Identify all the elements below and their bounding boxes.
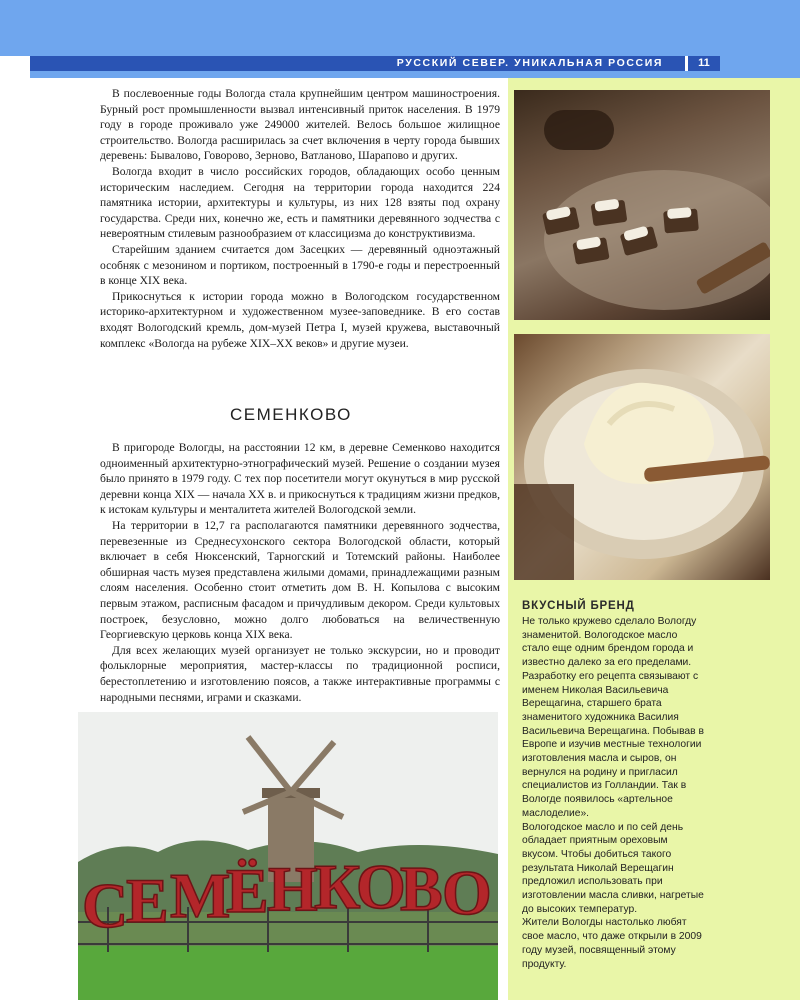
paragraph: Прикоснуться к истории города можно в Вологодском государственном историко-архитектурном и художественном музее-заповеднике. В его состав входят Вологодский кремль, дом-музей Петра I, музей кружева, выставочный комплекс «Вологда на рубеже XIX–XX веков» и другие музеи.	[100, 289, 500, 350]
sidebar-paragraph: Разработку его рецепта связывают с именем Николая Васильевича Верещагина, старшего брата знаменитого художника Василия Васильевича Верещагина. Побывав в Европе и изучив местные технологии изготовления масла и сыров, он вернулся на родину и пригласил специалистов из Голландии. Так в Вологде появилось «артельное маслоделие».	[522, 670, 704, 819]
butter-bowl-photo	[514, 334, 770, 580]
sign-letter: О	[356, 851, 406, 922]
sidebar-paragraph: Не только кружево сделало Вологду знаменитой. Вологодское масло стало еще одним брендом города и известно далеко за его пределами.	[522, 616, 697, 669]
main-text-bottom	[100, 440, 500, 705]
sidebar-title: ВКУСНЫЙ БРЕНД	[522, 600, 635, 612]
sign-letter: М	[170, 860, 231, 931]
paragraph: В пригороде Вологды, на расстоянии 12 км, в деревне Семенково находится одноименный архитектурно-этнографический музей. Решение о создании музея было принято в 1979 году. С тех пор посетители могут окунуться в мир русской деревни конца XIX — начала XX в. и прикоснуться к традициям жизни предков, к истокам культуры и менталитета жителей Вологодской земли.	[100, 441, 500, 517]
header-right-band	[720, 56, 800, 71]
paragraph: Вологда входит в число российских городов, обладающих особо ценным историческим наследием. Сегодня на территории города находится 224 памятника истории, архитектуры и культуры, из них 128 взяты под охрану государства. Среди них, конечно же, есть и памятники деревянного зодчества с невероятным стилевым разнообразием от классицизма до конструктивизма.	[100, 164, 500, 241]
header-title: РУССКИЙ СЕВЕР. УНИКАЛЬНАЯ РОССИЯ	[30, 56, 685, 71]
sign-letter: Е	[126, 865, 169, 936]
bread-butter-photo	[514, 90, 770, 320]
header-line	[30, 71, 800, 78]
paragraph: Для всех желающих музей организует не только экскурсии, но и проводит фольклорные мероприятия, мастер-классы по традиционной росписи, берестоплетению и изготовлению поясов, а также интерактивные программы с народными песнями, играми и сказками.	[100, 643, 500, 704]
paragraph: В послевоенные годы Вологда стала крупнейшим центром машиностроения. Бурный рост промышленности вызвал интенсивный приток населения. В 1979 году в городе проживало уже 249000 жителей. Велось большое жилищное строительство. Вологда расширилась за счет включения в черту города бывших деревень: Бывалово, Говорово, Зерново, Ватланово, Шарапово и других.	[100, 87, 500, 163]
sidebar-text	[522, 615, 706, 971]
page-number: 11	[688, 56, 720, 71]
sign-letter: С	[82, 870, 129, 941]
sign-letter: Ё	[226, 855, 269, 926]
header-band	[0, 0, 800, 56]
paragraph: На территории в 12,7 га располагаются памятники деревянного зодчества, перевезенные из Среднесухонского сектора Вологодской области, который включает в себя Нюксенский, Тарногский и Тотемский районы. Наиболее обширная часть музея представлена жилыми домами, принадлежащими разным слоям населения. Особенно стоит отметить дом В. Н. Копылова с высоким первым этажом, расписным фасадом и причудливым декором. Среди культовых построек, безусловно, можно долго любоваться на величественную Георгиевскую церковь конца XIX века.	[100, 518, 500, 642]
sign-letter: О	[442, 857, 492, 928]
section-heading: СЕМЕНКОВО	[230, 405, 352, 424]
main-text-top	[100, 86, 500, 351]
paragraph: Старейшим зданием считается дом Засецких — деревянный одноэтажный особняк с мезонином и портиком, построенный в 1790-е годы и перестроенный в конце XIX века.	[100, 242, 500, 288]
sign-letter: Н	[268, 853, 318, 924]
sign-letter: К	[314, 851, 361, 922]
sidebar-paragraph: Жители Вологды настолько любят свое масло, что даже открыли в 2009 году музей, посвященный этому продукту.	[522, 917, 702, 970]
sign-letter: В	[400, 853, 443, 924]
sidebar-paragraph: Вологодское масло и по сей день обладает приятным ореховым вкусом. Чтобы добиться такого результата Николай Верещагин предложил использовать при изготовлении масла сливки, нагретые до высоких температур.	[522, 821, 704, 915]
semenkovo-photo	[78, 712, 498, 1000]
